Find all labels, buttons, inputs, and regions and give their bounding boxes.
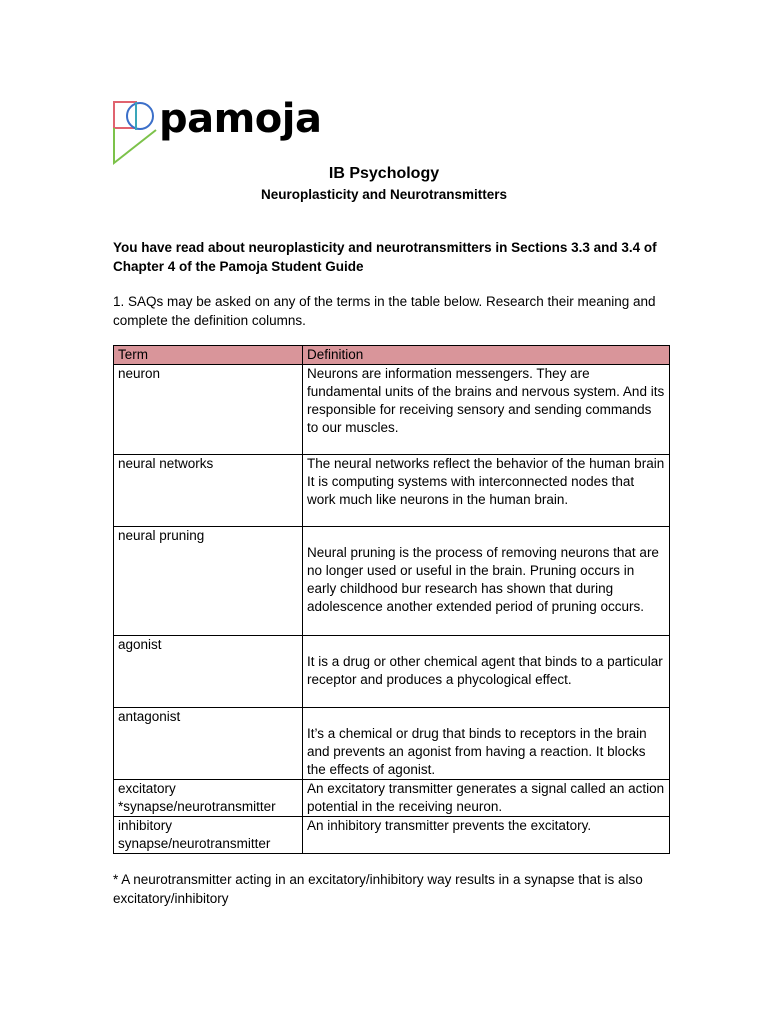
table-row: [114, 527, 670, 636]
pamoja-logo: [112, 98, 322, 166]
definition-cell: Neurons are information messengers. They are fundamental units of the brains and nervous system. And its responsible for receiving sensory and sending commands to our muscles.: [303, 365, 670, 455]
definition-cell: It is a drug or other chemical agent that binds to a particular receptor and produces a phycological effect.: [303, 636, 670, 708]
definition-cell: The neural networks reflect the behavior of the human brain It is computing systems with interconnected nodes that work much like neurons in the human brain.: [303, 455, 670, 527]
definition-column-header: Definition: [303, 346, 670, 365]
table-row: [114, 455, 670, 527]
table-row: [114, 636, 670, 708]
table-row: [114, 708, 670, 780]
table-row: [114, 817, 670, 854]
definition-cell: It’s a chemical or drug that binds to receptors in the brain and prevents an agonist from having a reaction. It blocks the effects of agonist.: [303, 708, 670, 780]
term-cell: excitatory *synapse/neurotransmitter: [114, 780, 303, 817]
term-cell: neural pruning: [114, 527, 303, 636]
table-row: [114, 365, 670, 455]
instruction-paragraph: 1. SAQs may be asked on any of the terms in the table below. Research their meaning and complete the definition columns.: [113, 294, 656, 328]
definition-cell: Neural pruning is the process of removing neurons that are no longer used or useful in the brain. Pruning occurs in early childhood bur research has shown that during adolescence another extended period of pruning occurs.: [303, 527, 670, 636]
footnote: * A neurotransmitter acting in an excitatory/inhibitory way results in a synapse that is also excitatory/inhibitory: [113, 872, 643, 906]
term-cell: neural networks: [114, 455, 303, 527]
term-cell: neuron: [114, 365, 303, 455]
page-title: IB Psychology: [328, 165, 440, 182]
terms-table: [113, 345, 670, 854]
term-cell: antagonist: [114, 708, 303, 780]
table-row: [114, 780, 670, 817]
term-column-header: Term: [114, 346, 303, 365]
term-cell: inhibitory synapse/neurotransmitter: [114, 817, 303, 854]
term-cell: agonist: [114, 636, 303, 708]
intro-paragraph: You have read about neuroplasticity and neurotransmitters in Sections 3.3 and 3.4 of Chapter 4 of the Pamoja Student Guide: [113, 240, 657, 274]
logo-wordmark: pamoja: [159, 96, 322, 142]
definition-cell: An excitatory transmitter generates a signal called an action potential in the receiving neuron.: [303, 780, 670, 817]
definition-cell: An inhibitory transmitter prevents the excitatory.: [303, 817, 670, 854]
table-header-row: [114, 346, 670, 365]
page-subtitle: Neuroplasticity and Neurotransmitters: [260, 187, 508, 202]
pamoja-logo-mark-icon: [112, 98, 160, 166]
